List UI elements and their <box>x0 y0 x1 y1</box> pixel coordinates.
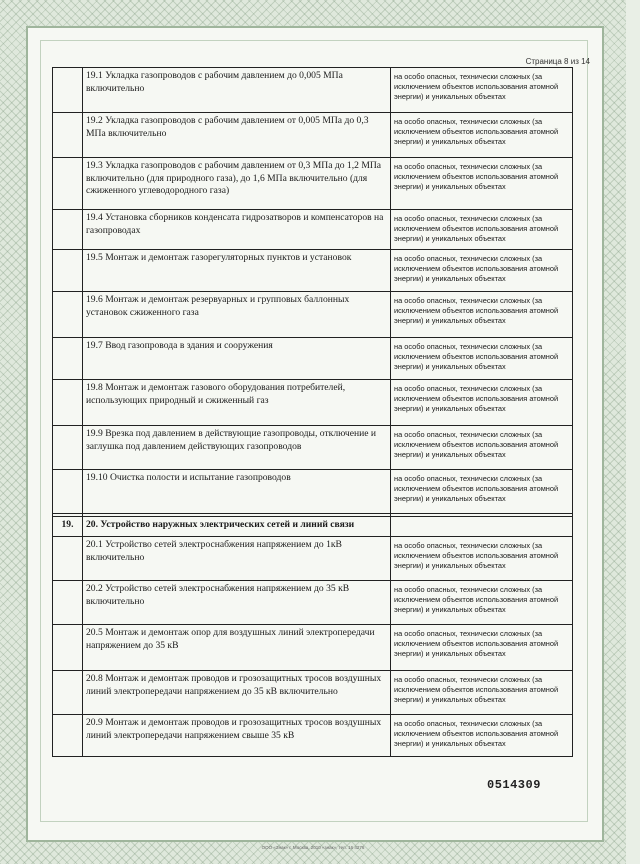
object-type-cell: на особо опасных, технически сложных (за исключением объектов использования атомной энергии) и уникальных объектах <box>391 113 573 158</box>
table-row <box>53 581 573 625</box>
printer-footer: ООО «Знак» г. Москва, 2010 «знак», тел. 16 4276 <box>261 845 365 850</box>
serial-number: 0514309 <box>487 778 541 792</box>
work-type-cell: 19.8 Монтаж и демонтаж газового оборудования потребителей, использующих природный и сжиженный газ <box>83 380 391 426</box>
work-type-cell: 19.2 Укладка газопроводов с рабочим давлением от 0,005 МПа до 0,3 МПа включительно <box>83 113 391 158</box>
row-number-cell <box>53 68 83 113</box>
work-type-cell: 19.10 Очистка полости и испытание газопроводов <box>83 470 391 514</box>
object-type-cell: на особо опасных, технически сложных (за исключением объектов использования атомной энергии) и уникальных объектах <box>391 68 573 113</box>
row-number-cell <box>53 210 83 250</box>
table-row <box>53 292 573 338</box>
table-row <box>53 158 573 210</box>
section-header-row <box>53 517 573 537</box>
table-row <box>53 68 573 113</box>
object-type-cell: на особо опасных, технически сложных (за исключением объектов использования атомной энергии) и уникальных объектах <box>391 625 573 671</box>
work-type-cell: 19.7 Ввод газопровода в здания и сооружения <box>83 338 391 380</box>
table-row <box>53 537 573 581</box>
work-type-cell: 19.3 Укладка газопроводов с рабочим давлением от 0,3 МПа до 1,2 МПа включительно (для природного газа), до 1,6 МПа включительно (для сжиженного углеводородного газа) <box>83 158 391 210</box>
table-row <box>53 625 573 671</box>
table-row <box>53 113 573 158</box>
row-number-cell <box>53 158 83 210</box>
object-type-cell: на особо опасных, технически сложных (за исключением объектов использования атомной энергии) и уникальных объектах <box>391 292 573 338</box>
object-type-cell: на особо опасных, технически сложных (за исключением объектов использования атомной энергии) и уникальных объектах <box>391 537 573 581</box>
work-type-cell: 20.9 Монтаж и демонтаж проводов и грозозащитных тросов воздушных линий электропередачи напряжением свыше 35 кВ <box>83 715 391 757</box>
page-number: Страница 8 из 14 <box>525 57 590 66</box>
work-type-cell: 19.5 Монтаж и демонтаж газорегуляторных пунктов и установок <box>83 250 391 292</box>
object-type-cell: на особо опасных, технически сложных (за исключением объектов использования атомной энергии) и уникальных объектах <box>391 338 573 380</box>
row-number-cell <box>53 671 83 715</box>
row-number-cell <box>53 581 83 625</box>
object-type-cell: на особо опасных, технически сложных (за исключением объектов использования атомной энергии) и уникальных объектах <box>391 426 573 470</box>
object-type-cell: на особо опасных, технически сложных (за исключением объектов использования атомной энергии) и уникальных объектах <box>391 470 573 514</box>
object-type-cell: на особо опасных, технически сложных (за исключением объектов использования атомной энергии) и уникальных объектах <box>391 715 573 757</box>
works-table <box>52 67 573 757</box>
object-type-cell: на особо опасных, технически сложных (за исключением объектов использования атомной энергии) и уникальных объектах <box>391 581 573 625</box>
row-number-cell <box>53 470 83 514</box>
object-type-cell: на особо опасных, технически сложных (за исключением объектов использования атомной энергии) и уникальных объектах <box>391 671 573 715</box>
row-number-cell <box>53 426 83 470</box>
row-number-cell <box>53 537 83 581</box>
row-number-cell <box>53 113 83 158</box>
work-type-cell: 20.2 Устройство сетей электроснабжения напряжением до 35 кВ включительно <box>83 581 391 625</box>
table-row <box>53 338 573 380</box>
table-row <box>53 380 573 426</box>
row-number-cell <box>53 625 83 671</box>
object-type-cell: на особо опасных, технически сложных (за исключением объектов использования атомной энергии) и уникальных объектах <box>391 210 573 250</box>
work-type-cell: 20.1 Устройство сетей электроснабжения напряжением до 1кВ включительно <box>83 537 391 581</box>
row-number-cell <box>53 292 83 338</box>
table-row <box>53 210 573 250</box>
object-type-cell: на особо опасных, технически сложных (за исключением объектов использования атомной энергии) и уникальных объектах <box>391 380 573 426</box>
section-number: 19. <box>53 517 83 537</box>
section-empty-cell <box>391 517 573 537</box>
work-type-cell: 20.8 Монтаж и демонтаж проводов и грозозащитных тросов воздушных линий электропередачи напряжением до 35 кВ включительно <box>83 671 391 715</box>
row-number-cell <box>53 250 83 292</box>
row-number-cell <box>53 338 83 380</box>
work-type-cell: 19.4 Установка сборников конденсата гидрозатворов и компенсаторов на газопроводах <box>83 210 391 250</box>
row-number-cell <box>53 715 83 757</box>
table-row <box>53 426 573 470</box>
work-type-cell: 19.9 Врезка под давлением в действующие газопроводы, отключение и заглушка под давлением действующих газопроводов <box>83 426 391 470</box>
object-type-cell: на особо опасных, технически сложных (за исключением объектов использования атомной энергии) и уникальных объектах <box>391 158 573 210</box>
work-type-cell: 20.5 Монтаж и демонтаж опор для воздушных линий электропередачи напряжением до 35 кВ <box>83 625 391 671</box>
table-row <box>53 470 573 514</box>
object-type-cell: на особо опасных, технически сложных (за исключением объектов использования атомной энергии) и уникальных объектах <box>391 250 573 292</box>
table-row <box>53 715 573 757</box>
work-type-cell: 19.6 Монтаж и демонтаж резервуарных и групповых баллонных установок сжиженного газа <box>83 292 391 338</box>
work-type-cell: 19.1 Укладка газопроводов с рабочим давлением до 0,005 МПа включительно <box>83 68 391 113</box>
row-number-cell <box>53 380 83 426</box>
table-row <box>53 671 573 715</box>
table-row <box>53 250 573 292</box>
section-title: 20. Устройство наружных электрических сетей и линий связи <box>83 517 391 537</box>
